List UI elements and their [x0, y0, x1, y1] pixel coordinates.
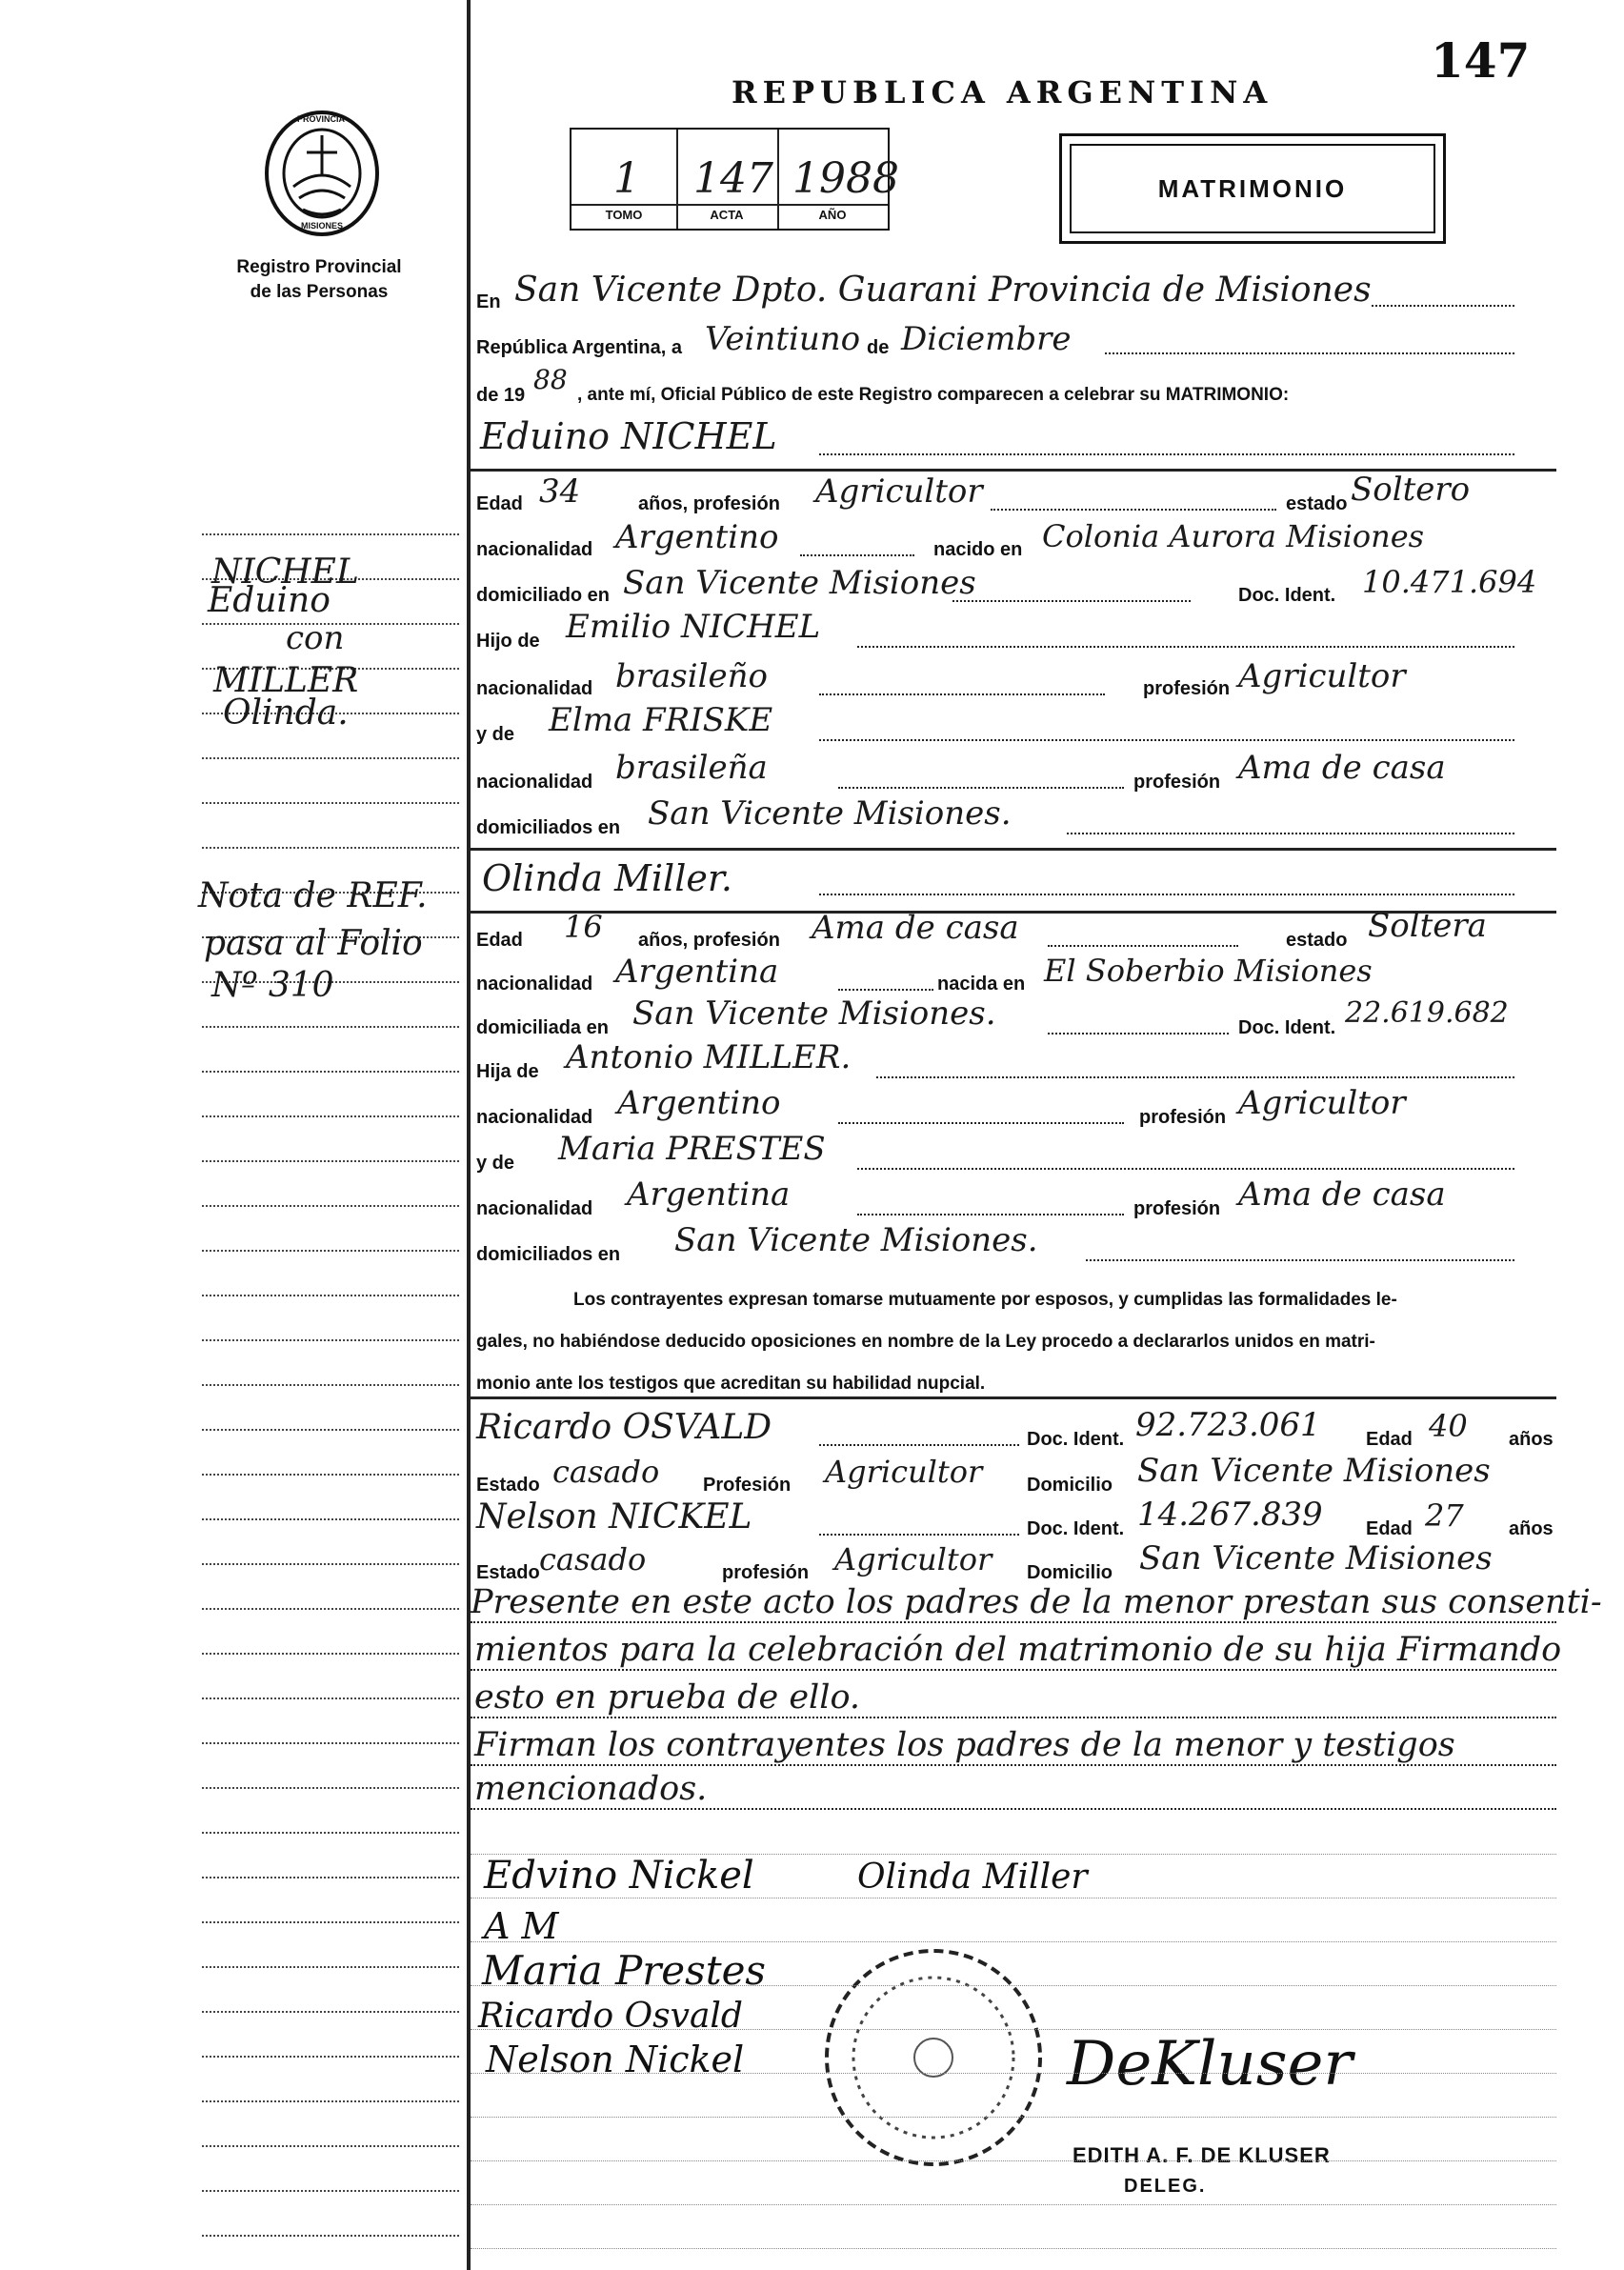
- label-en: En: [476, 291, 501, 312]
- groom-father: Emilio NICHEL: [566, 608, 821, 646]
- margin-firstname: Eduino: [208, 581, 331, 620]
- stamp-name: EDITH A. F. DE KLUSER: [1073, 2143, 1331, 2167]
- label-nacido-en: nacido en: [933, 539, 1023, 560]
- bride-parents-address: San Vicente Misiones.: [674, 1221, 1038, 1259]
- label-edad: Edad: [476, 930, 523, 951]
- stamp-title: DELEG.: [1124, 2176, 1207, 2197]
- groom-name: Eduino NICHEL: [480, 415, 777, 457]
- registry-office-line1: Registro Provincial: [236, 257, 402, 277]
- groom-doc: 10.471.694: [1362, 564, 1537, 600]
- label-domiciliados: domiciliados en: [476, 1244, 621, 1265]
- groom-father-nationality: brasileño: [615, 657, 768, 695]
- margin-surname: NICHEL: [211, 552, 359, 592]
- label-y-de: y de: [476, 1153, 515, 1174]
- label-anos-prof: años, profesión: [638, 493, 780, 514]
- margin-note-ref: Nota de REF.: [198, 876, 428, 915]
- witness2-status: casado: [539, 1541, 647, 1577]
- margin-con: con: [286, 619, 345, 657]
- label-doc-ident: Doc. Ident.: [1238, 1017, 1336, 1038]
- page-title: REPUBLICA ARGENTINA: [732, 74, 1273, 110]
- ano-value: 1988: [792, 154, 899, 203]
- label-nacionalidad: nacionalidad: [476, 539, 593, 560]
- label-ante: , ante mí, Oficial Público de este Registro comparecen a celebrar su MATRIMONIO:: [577, 385, 1290, 405]
- declaration-line2: gales, no habiéndose deducido oposiciones en nombre de la Ley procedo a declararlos unidos en matri-: [476, 1332, 1375, 1352]
- label-estado: estado: [1286, 493, 1348, 514]
- year-value: 88: [533, 364, 568, 395]
- witness2-name: Nelson NICKEL: [476, 1497, 752, 1537]
- day-value: Veintiuno: [705, 320, 861, 358]
- label-hija-de: Hija de: [476, 1061, 539, 1082]
- label-nacida-en: nacida en: [937, 974, 1026, 994]
- label-de-19: de 19: [476, 385, 526, 406]
- signature-witness1: Ricardo Osvald: [478, 1997, 743, 2036]
- bride-birthplace: El Soberbio Misiones: [1044, 953, 1373, 989]
- label-estado-w: Estado: [476, 1475, 540, 1496]
- label-nacionalidad: nacionalidad: [476, 772, 593, 793]
- label-profesion: profesión: [1139, 1107, 1227, 1128]
- groom-mother-nationality: brasileña: [615, 749, 768, 787]
- witness2-address: San Vicente Misiones: [1139, 1539, 1493, 1577]
- groom-mother: Elma FRISKE: [549, 701, 773, 739]
- label-hijo-de: Hijo de: [476, 631, 540, 652]
- witness1-profession: Agricultor: [825, 1454, 983, 1490]
- page-number: 147: [1431, 32, 1531, 89]
- label-doc-ident2: Doc. Ident.: [1027, 1518, 1125, 1539]
- groom-address: San Vicente Misiones: [623, 564, 976, 602]
- acta-value: 147: [693, 154, 773, 203]
- ano-label: AÑO: [818, 208, 847, 222]
- month-value: Diciembre: [901, 320, 1072, 358]
- bride-doc: 22.619.682: [1345, 996, 1509, 1030]
- note-line2: mientos para la celebración del matrimonio de su hija Firmando: [474, 1631, 1562, 1669]
- label-nacionalidad: nacionalidad: [476, 974, 593, 994]
- witness2-age: 27: [1425, 1497, 1464, 1534]
- signature-initials: A M: [484, 1905, 559, 1947]
- seal-text-top: PROVINCIA: [297, 114, 346, 124]
- bride-father-profession: Agricultor: [1238, 1084, 1406, 1122]
- label-doc-ident2: Doc. Ident.: [1027, 1429, 1125, 1450]
- margin-surname2: MILLER: [213, 661, 359, 700]
- label-nacionalidad: nacionalidad: [476, 1107, 593, 1128]
- registry-office-line2: de las Personas: [250, 282, 389, 302]
- registry-box: [570, 128, 899, 231]
- witness1-doc: 92.723.061: [1135, 1406, 1321, 1444]
- bride-father-nationality: Argentino: [617, 1084, 781, 1122]
- note-line3: esto en prueba de ello.: [474, 1678, 861, 1717]
- label-domiciliado: domiciliado en: [476, 585, 611, 606]
- tomo-value: 1: [613, 154, 640, 203]
- label-profesion: profesión: [1143, 678, 1231, 699]
- label-anos: años: [1509, 1429, 1554, 1450]
- label-y-de: y de: [476, 724, 515, 745]
- label-profesion: profesión: [1133, 772, 1221, 793]
- label-republica: República Argentina, a: [476, 337, 682, 358]
- bride-address: San Vicente Misiones.: [632, 994, 996, 1033]
- bride-age: 16: [564, 909, 603, 945]
- groom-mother-profession: Ama de casa: [1238, 749, 1446, 787]
- groom-nationality: Argentino: [615, 518, 779, 556]
- label-anos: años: [1509, 1518, 1554, 1539]
- label-nacionalidad: nacionalidad: [476, 678, 593, 699]
- bride-nationality: Argentina: [615, 953, 779, 991]
- note-line1: Presente en este acto los padres de la menor prestan sus consenti-: [471, 1583, 1602, 1621]
- label-de: de: [867, 337, 890, 358]
- witness1-age: 40: [1429, 1408, 1468, 1444]
- groom-birthplace: Colonia Aurora Misiones: [1042, 518, 1425, 554]
- label-edad-w: Edad: [1366, 1429, 1413, 1450]
- act-type-label: MATRIMONIO: [1157, 174, 1348, 203]
- label-domiciliada: domiciliada en: [476, 1017, 609, 1038]
- bride-mother: Maria PRESTES: [558, 1130, 826, 1168]
- label-anos-prof: años, profesión: [638, 930, 780, 951]
- signature-mother: Maria Prestes: [482, 1947, 766, 1994]
- signature-groom: Edvino Nickel: [484, 1854, 754, 1898]
- note-line4: Firman los contrayentes los padres de la menor y testigos: [474, 1726, 1455, 1764]
- declaration-line1: Los contrayentes expresan tomarse mutuamente por esposos, y cumplidas las formalidades le-: [573, 1290, 1397, 1310]
- margin-note-folio: pasa al Folio: [204, 924, 423, 963]
- label-doc-ident: Doc. Ident.: [1238, 585, 1336, 606]
- place-value: San Vicente Dpto. Guarani Provincia de Misiones: [514, 271, 1372, 310]
- margin-divider: [467, 0, 471, 2270]
- bride-name: Olinda Miller.: [482, 857, 732, 899]
- bride-profession: Ama de casa: [812, 909, 1019, 947]
- bride-mother-profession: Ama de casa: [1238, 1175, 1446, 1214]
- acta-label: ACTA: [710, 208, 744, 222]
- bride-mother-nationality: Argentina: [627, 1175, 791, 1214]
- label-domicilio: Domicilio: [1027, 1475, 1113, 1496]
- witness1-address: San Vicente Misiones: [1137, 1452, 1491, 1490]
- label-nacionalidad: nacionalidad: [476, 1198, 593, 1219]
- signature-witness2: Nelson Nickel: [486, 2039, 745, 2080]
- groom-status: Soltero: [1351, 471, 1471, 509]
- label-domicilio: Domicilio: [1027, 1562, 1113, 1583]
- witness2-doc: 14.267.839: [1137, 1496, 1323, 1534]
- groom-profession: Agricultor: [815, 472, 983, 511]
- groom-age: 34: [539, 472, 581, 511]
- provincial-seal-icon: [261, 107, 383, 240]
- bride-status: Soltera: [1368, 907, 1487, 945]
- tomo-label: TOMO: [605, 208, 643, 222]
- label-profesion: profesión: [722, 1562, 810, 1583]
- signature-official: DeKluser: [1067, 2029, 1353, 2099]
- witness1-status: casado: [552, 1454, 660, 1490]
- label-edad: Edad: [476, 493, 523, 514]
- seal-text-bottom: MISIONES: [301, 221, 344, 231]
- margin-note-number: Nº 310: [211, 966, 334, 1005]
- label-domiciliados: domiciliados en: [476, 817, 621, 838]
- label-profesion-w: Profesión: [703, 1475, 792, 1496]
- witness2-profession: Agricultor: [834, 1541, 992, 1577]
- label-profesion: profesión: [1133, 1198, 1221, 1219]
- declaration-line3: monio ante los testigos que acreditan su habilidad nupcial.: [476, 1374, 986, 1394]
- witness1-name: Ricardo OSVALD: [476, 1408, 772, 1447]
- groom-parents-address: San Vicente Misiones.: [648, 794, 1012, 833]
- official-stamp-icon: [819, 1943, 1048, 2172]
- groom-father-profession: Agricultor: [1238, 657, 1406, 695]
- margin-firstname2: Olinda.: [223, 693, 349, 733]
- signature-bride: Olinda Miller: [857, 1858, 1088, 1897]
- label-estado-w: Estado: [476, 1562, 540, 1583]
- label-edad-w: Edad: [1366, 1518, 1413, 1539]
- note-line5: mencionados.: [474, 1770, 708, 1808]
- bride-father: Antonio MILLER.: [566, 1038, 852, 1076]
- label-estado: estado: [1286, 930, 1348, 951]
- act-type-box: [1059, 133, 1446, 244]
